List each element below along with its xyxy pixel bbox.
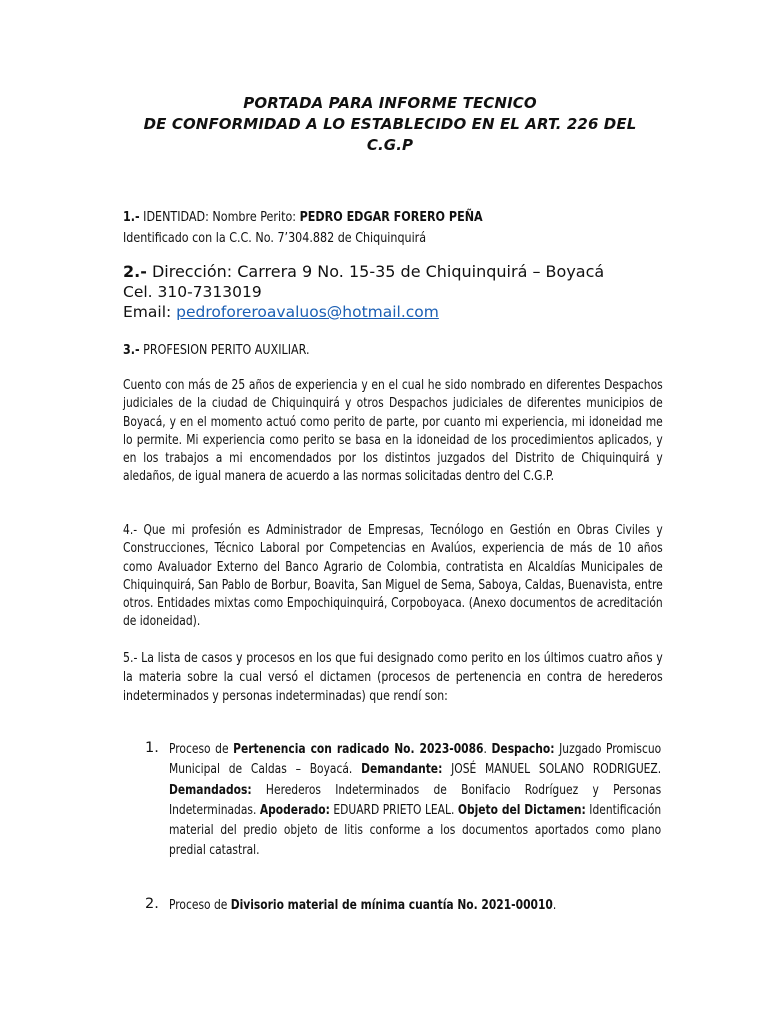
label-bold: Apoderado: [259,802,330,818]
text-run: . [483,742,492,757]
text-run: Proceso de [169,742,234,757]
document-title [100,93,680,156]
section-number: 2.- [123,262,147,281]
profession-paragraph [123,522,768,632]
title-line-2: DE CONFORMIDAD A LO ESTABLECIDO EN EL ART. 226 DEL [143,115,637,133]
text-run: Herederos Indeterminados de Bonifacio Rodríguez y Personas Indeterminadas. [169,782,662,818]
identity-label: IDENTIDAD: Nombre Perito: [139,209,300,225]
text-run: JOSÉ MANUEL SOLANO RODRIGUEZ. [442,762,662,778]
section-identity [123,207,683,249]
profession-label: PROFESION PERITO AUXILIAR. [139,342,310,358]
list-item-body [169,740,767,862]
email-link[interactable]: pedroforeroavaluos@hotmail.com [176,303,439,321]
section-profession [123,340,768,360]
text-run: EDUARD PRIETO LEAL. [329,802,458,818]
identity-line [123,207,681,228]
section-number: 3.- [123,342,140,358]
case-type: Pertenencia con radicado No. 2023-0086 [233,742,484,757]
phone-line: Cel. 310-7313019 [123,283,262,301]
email-label: Email: [123,303,177,321]
profession-text: 4.- Que mi profesión es Administrador de Empresas, Tecnólogo en Gestión en Obras Civiles y Construcciones, Técnico Laboral por Competencias en Avalúos, experiencia de más de 10 años como Avaluador Externo del Banco Agrario de Colombia, contratista en Alcaldías Municipales de Chiquinquirá, San Pablo de Borbur, Boavita, San Miguel de Sema, Saboya, Caldas, Buenavista, entre otros. Entidades mixtas como Empochiquinquirá, Corpoboyaca. (Anexo documentos de acreditación de idoneidad). [123,523,663,630]
text-run: Juzgado Promiscuo Municipal de Caldas – Boyacá. [169,742,662,778]
profession-line [123,340,451,360]
address-text: Dirección: Carrera 9 No. 15-35 de Chiquinquirá – Boyacá [146,262,605,281]
case-type: Divisorio material de mínima cuantía No. 2021-00010 [230,898,553,913]
address-line [123,262,604,282]
section-number: 1.- [123,209,140,225]
list-number: 1. [145,740,159,756]
label-bold: Objeto del Dictamen: [457,802,586,818]
list-number: 2. [145,896,159,912]
label-bold: Demandados: [169,782,252,798]
experience-text: Cuento con más de 25 años de experiencia y en el cual he sido nombrado en diferentes Despachos judiciales de la ciudad de Chiquinquirá y otros Despachos judiciales de diferentes municipios de Boyacá, y en el momento actuó como perito de parte, por cuanto mi experiencia, mi idoneidad me lo permite. Mi experiencia como perito se basa en la idoneidad de los procedimientos aplicados, y en los trabajos a mi encomendados por los distintos juzgados del Distrito de Chiquinquirá y aledaños, de igual manera de acuerdo a las normas solicitadas dentro del C.G.P. [123,378,663,485]
title-line-1: PORTADA PARA INFORME TECNICO [243,94,537,112]
cases-intro-paragraph [123,649,768,706]
title-line-3: C.G.P [366,136,414,154]
section-contact [123,262,604,322]
experience-paragraph [123,377,768,487]
cases-intro-text: 5.- La lista de casos y procesos en los que fui designado como perito en los últimos cuatro años y la materia sobre la cual versó el dictamen (procesos de pertenencia en contra de herederos indeterminados y personas indeterminadas) que rendí son: [123,651,663,704]
label-bold: Despacho: [491,742,555,757]
text-run: Identificación material del predio objeto de litis conforme a los documentos aportados como plano predial catastral. [169,802,662,859]
text-run: Proceso de [169,898,231,913]
text-run: . [552,898,557,913]
email-line [123,302,604,322]
list-item-body [169,896,767,916]
list-item-text [169,740,661,862]
label-bold: Demandante: [361,762,443,778]
list-item-text [169,896,661,916]
identity-id-line: Identificado con la C.C. No. 7’304.882 de Chiquinquirá [123,230,427,246]
expert-name: PEDRO EDGAR FORERO PEÑA [299,209,483,225]
